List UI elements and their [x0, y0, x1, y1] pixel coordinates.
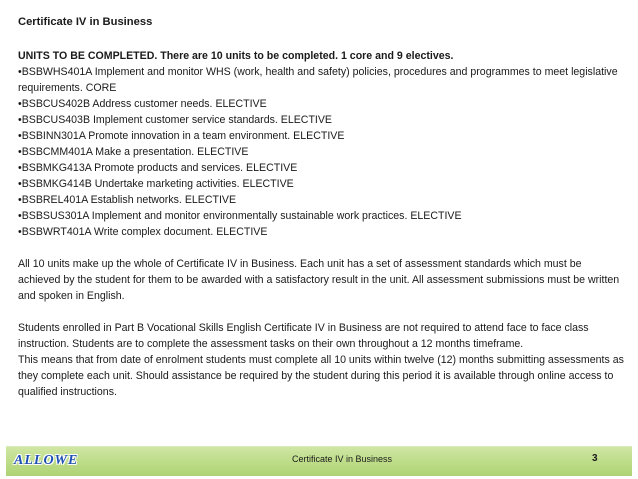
allowe-logo: ALLOWE — [14, 453, 79, 468]
assessment-paragraph — [18, 256, 624, 304]
unit-item: •BSBMKG414B Undertake marketing activities. ELECTIVE — [18, 178, 294, 190]
unit-item: •BSBCMM401A Make a presentation. ELECTIVE — [18, 146, 249, 158]
unit-item: •BSBCUS403B Implement customer service standards. ELECTIVE — [18, 114, 332, 126]
document-title: Certificate IV in Business — [18, 16, 153, 28]
unit-item-core: •BSBWHS401A Implement and monitor WHS (work, health and safety) policies, procedures and programmes to meet legislative requirements. CORE — [18, 66, 618, 94]
enrolment-text-1: Students enrolled in Part B Vocational Skills English Certificate IV in Business are not required to attend face to face class instruction. Students are to complete the assessment tasks on their own throughout a 12 months timeframe. — [18, 322, 589, 350]
unit-item: •BSBCUS402B Address customer needs. ELECTIVE — [18, 98, 267, 110]
footer-title: Certificate IV in Business — [292, 454, 393, 464]
unit-list — [18, 64, 624, 240]
assessment-text: All 10 units make up the whole of Certificate IV in Business. Each unit has a set of assessment standards which must be achieved by the student for them to be awarded with a satisfactory result in the unit. All assessment submissions must be written and spoken in English. — [18, 258, 620, 302]
unit-item: •BSBMKG413A Promote products and services. ELECTIVE — [18, 162, 298, 174]
units-intro: UNITS TO BE COMPLETED. There are 10 units to be completed. 1 core and 9 electives. — [18, 50, 454, 62]
unit-item: •BSBINN301A Promote innovation in a team environment. ELECTIVE — [18, 130, 345, 142]
footer — [0, 442, 638, 479]
unit-item: •BSBWRT401A Write complex document. ELECTIVE — [18, 226, 268, 238]
unit-item: •BSBREL401A Establish networks. ELECTIVE — [18, 194, 237, 206]
page-number: 3 — [592, 453, 598, 464]
unit-item: •BSBSUS301A Implement and monitor environmentally sustainable work practices. ELECTIVE — [18, 210, 462, 222]
enrolment-text-2: This means that from date of enrolment students must complete all 10 units within twelve (12) months submitting assessments as they complete each unit. Should assistance be required by the student during this period it is available through online access to qualified instructions. — [18, 354, 624, 398]
document-body — [18, 14, 624, 400]
enrolment-paragraph — [18, 320, 624, 400]
